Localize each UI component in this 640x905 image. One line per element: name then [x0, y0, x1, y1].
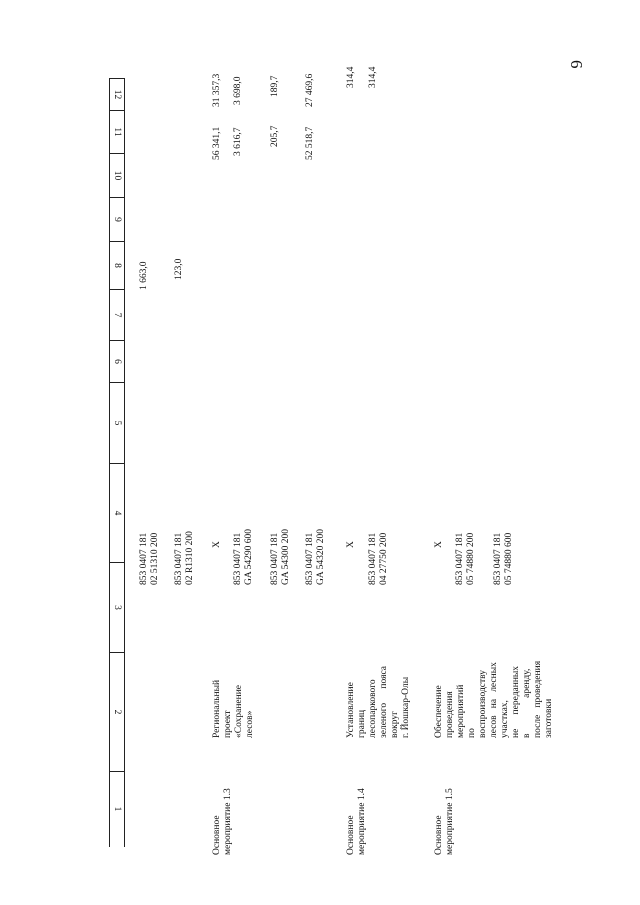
- row-1-3-line-3-code: 853 0407 181 GA 54320 200: [305, 529, 326, 585]
- row-1-4-col1: Основное мероприятие 1.4: [346, 788, 367, 855]
- row-1-4-col4-x: X: [346, 541, 356, 548]
- column-header-10: 10: [112, 170, 122, 181]
- row-1-3-line-1-col12: 3 698,0: [233, 76, 243, 105]
- column-header-4: 4: [112, 510, 122, 516]
- column-header-12: 12: [112, 89, 122, 100]
- row-1-5-col1: Основное мероприятие 1.5: [434, 788, 455, 855]
- row-1-3-total-col11: 56 341,1: [212, 126, 222, 160]
- column-header-1: 1: [112, 806, 122, 812]
- row-1-3-code-1: 853 0407 181 02 51310 200: [139, 532, 160, 585]
- column-header-3: 3: [112, 605, 122, 610]
- row-1-3-line-2-col11: 205,7: [270, 125, 280, 147]
- row-1-3-line-2-col12: 189,7: [270, 75, 280, 97]
- row-1-3-total-col12: 31 357,3: [212, 73, 222, 107]
- row-1-5-code-1: 853 0407 181 05 74880 200: [455, 532, 476, 585]
- column-header-8: 8: [112, 263, 122, 268]
- column-header-9: 9: [112, 217, 122, 222]
- row-1-5-col4-x: X: [434, 541, 444, 548]
- row-1-5-code-2: 853 0407 181 05 74880 600: [493, 532, 514, 585]
- column-header-5: 5: [112, 420, 122, 426]
- column-header-7: 7: [112, 312, 122, 318]
- row-1-3-line-1-code: 853 0407 181 GA 54290 600: [233, 529, 254, 585]
- row-1-3-line-2-code: 853 0407 181 GA 54300 200: [270, 529, 291, 585]
- column-header-2: 2: [112, 709, 122, 715]
- row-1-5-col2: Обеспечение проведения мероприятий по воспроизводству лесов на лесных участках, не переданных в аренду, после проведения заготовки: [434, 660, 554, 738]
- row-1-3-col1: Основное мероприятие 1.3: [212, 788, 233, 855]
- row-1-3-code-2: 853 0407 181 02 R1310 200: [174, 531, 195, 585]
- row-1-3-col4-x: X: [212, 541, 222, 548]
- row-1-4-col2: Установление границ лесопаркового зеленого пояса вокруг г. Йошкар-Олы: [346, 666, 411, 738]
- column-header-6: 6: [112, 359, 122, 364]
- row-1-4-total-col12: 314,4: [346, 66, 356, 88]
- row-1-3-code-1-col8: 1 663,0: [139, 261, 149, 290]
- row-1-3-line-3-col11: 52 518,7: [305, 126, 315, 160]
- row-1-4-code: 853 0407 181 04 27750 200: [368, 532, 389, 585]
- column-header-11: 11: [112, 127, 122, 137]
- row-1-4-col12: 314,4: [368, 66, 378, 88]
- row-1-3-line-3-col12: 27 469,6: [305, 73, 315, 107]
- row-1-3-code-2-col8: 123,0: [174, 258, 184, 280]
- row-1-3-line-1-col11: 3 616,7: [233, 127, 243, 156]
- row-1-3-col2: Региональный проект «Сохранение лесов»: [212, 679, 255, 738]
- page-number: 6: [567, 60, 586, 69]
